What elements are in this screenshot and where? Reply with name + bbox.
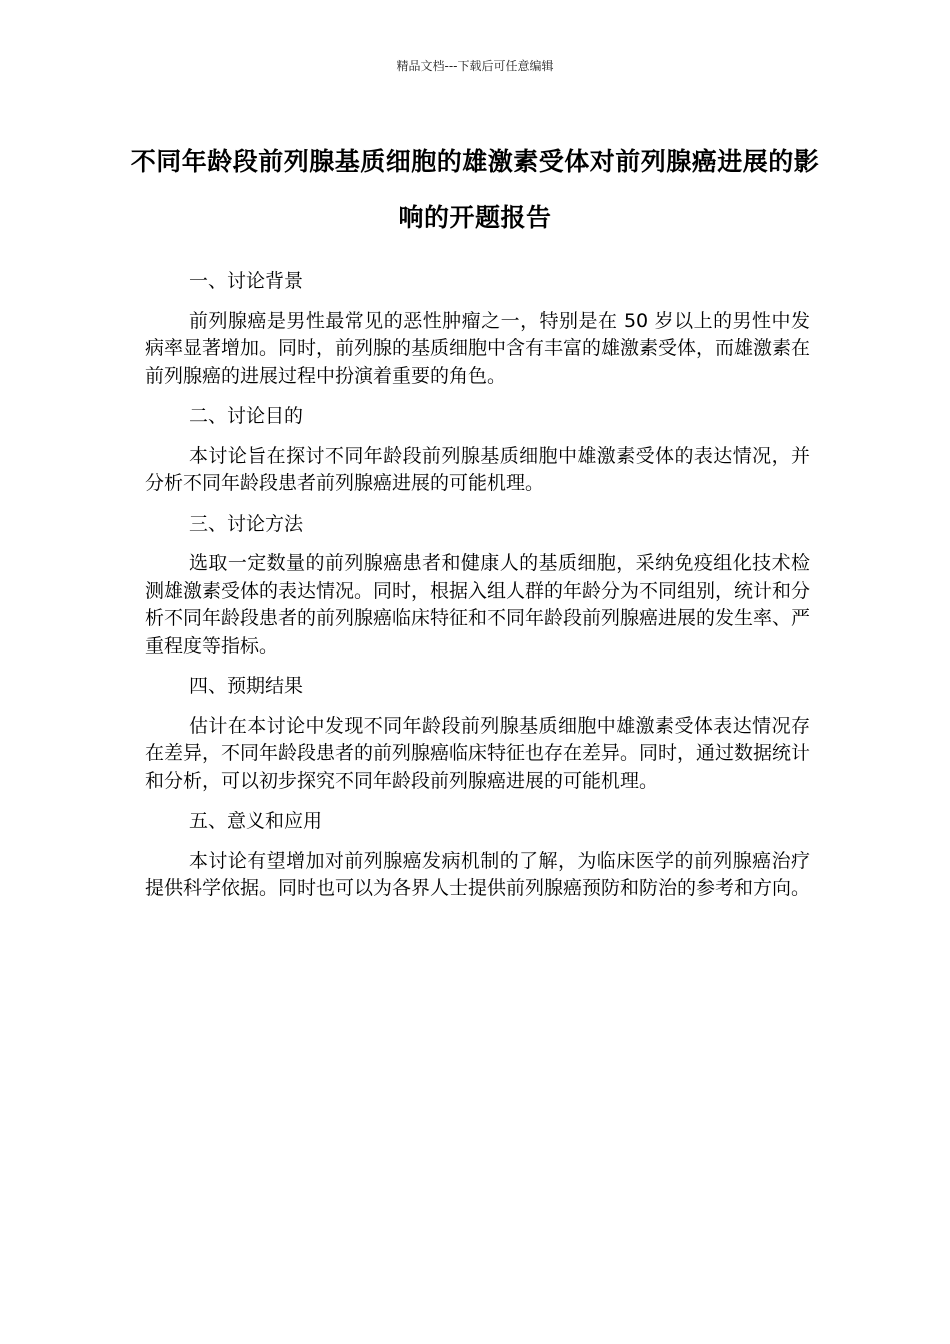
header-note: 精品文档---下载后可任意编辑: [396, 59, 554, 73]
document-body: [145, 268, 810, 916]
section-paragraph: 选取一定数量的前列腺癌患者和健康人的基质细胞，采纳免疫组化技术检测雄激素受体的表达情况。同时，根据入组人群的年龄分为不同组别，统计和分析不同年龄段患者的前列腺癌临床特征和不同年龄段前列腺癌进展的发生率、严重程度等指标。: [145, 552, 811, 657]
section-paragraph: 前列腺癌是男性最常见的恶性肿瘤之一，特别是在 50 岁以上的男性中发病率显著增加。同时，前列腺的基质细胞中含有丰富的雄激素受体，而雄激素在前列腺癌的进展过程中扮演着重要的角色。: [145, 309, 811, 387]
section-heading: 二、讨论目的: [189, 405, 304, 427]
section-heading: 一、讨论背景: [189, 270, 304, 292]
document-title: 不同年龄段前列腺基质细胞的雄激素受体对前列腺癌进展的影响的开题报告: [130, 147, 820, 232]
section-paragraph: 估计在本讨论中发现不同年龄段前列腺基质细胞中雄激素受体表达情况存在差异，不同年龄段患者的前列腺癌临床特征也存在差异。同时，通过数据统计和分析，可以初步探究不同年龄段前列腺癌进展的可能机理。: [145, 714, 811, 792]
section-paragraph: 本讨论有望增加对前列腺癌发病机制的了解，为临床医学的前列腺癌治疗提供科学依据。同时也可以为各界人士提供前列腺癌预防和防治的参考和方向。: [145, 849, 811, 899]
section-heading: 五、意义和应用: [189, 810, 323, 832]
section-paragraph: 本讨论旨在探讨不同年龄段前列腺基质细胞中雄激素受体的表达情况，并分析不同年龄段患者前列腺癌进展的可能机理。: [145, 444, 810, 494]
section-method: [145, 511, 810, 661]
section-expected-results: [145, 673, 810, 795]
section-purpose: [145, 403, 810, 498]
section-heading: 三、讨论方法: [189, 512, 304, 535]
section-background: [145, 268, 810, 390]
section-heading: 四、预期结果: [189, 675, 304, 697]
section-significance: [145, 808, 810, 903]
